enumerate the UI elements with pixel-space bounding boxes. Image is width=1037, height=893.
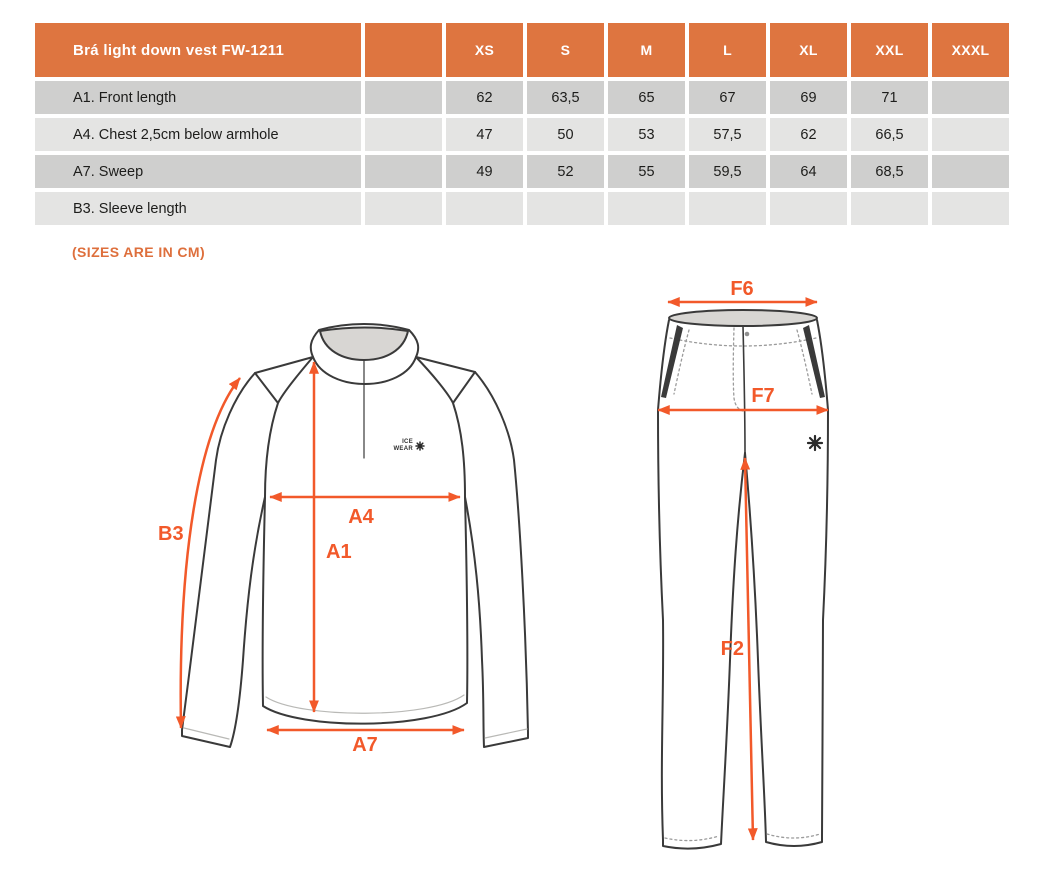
value-cell: 55 (608, 155, 685, 188)
value-cell (446, 192, 523, 225)
logo-flower-icon (416, 442, 424, 450)
right-sleeve (465, 372, 528, 747)
size-col-header-xs: XS (446, 23, 523, 77)
left-leg (658, 320, 745, 849)
logo-text-line2: WEAR (393, 446, 413, 452)
table-row-chest (35, 118, 1009, 151)
body (263, 497, 468, 724)
value-cell (770, 192, 847, 225)
value-cell: 57,5 (689, 118, 766, 151)
f6-label: F6 (730, 280, 754, 300)
row-label: A1. Front length (35, 81, 361, 114)
table-row-sleeve-length (35, 192, 1009, 225)
row-label: A4. Chest 2,5cm below armhole (35, 118, 361, 151)
waist-button (745, 332, 750, 337)
size-col-header-l: L (689, 23, 766, 77)
center-front-seam (743, 326, 745, 453)
value-cell (932, 192, 1009, 225)
value-cell: 49 (446, 155, 523, 188)
size-col-header-xxxl: XXXL (932, 23, 1009, 77)
value-cell: 67 (689, 81, 766, 114)
row-label: A7. Sweep (35, 155, 361, 188)
size-table (31, 19, 1013, 229)
f2-arrow (745, 458, 753, 840)
table-row-sweep (35, 155, 1009, 188)
pants-drawing (658, 310, 828, 849)
value-cell: 62 (446, 81, 523, 114)
size-col-header-xxl: XXL (851, 23, 928, 77)
value-cell (932, 118, 1009, 151)
value-cell (689, 192, 766, 225)
a4-label: A4 (348, 506, 374, 528)
row-blank-cell (365, 81, 442, 114)
size-col-header-xl: XL (770, 23, 847, 77)
b3-label: B3 (158, 523, 184, 545)
value-cell (608, 192, 685, 225)
value-cell (851, 192, 928, 225)
value-cell: 68,5 (851, 155, 928, 188)
pants-measurement-diagram (630, 280, 910, 880)
row-blank-cell (365, 192, 442, 225)
value-cell: 53 (608, 118, 685, 151)
value-cell: 62 (770, 118, 847, 151)
row-label: B3. Sleeve length (35, 192, 361, 225)
right-hem-stitch (767, 834, 820, 838)
size-col-header-m: M (608, 23, 685, 77)
logo-text-line1: ICE (402, 439, 413, 445)
right-raglan-seams (416, 357, 475, 497)
value-cell: 69 (770, 81, 847, 114)
f2-label: F2 (720, 638, 744, 660)
right-cuff-stitch (485, 729, 527, 738)
value-cell: 52 (527, 155, 604, 188)
sizes-in-cm-note: (SIZES ARE IN CM) (72, 244, 206, 260)
waistband-top (669, 310, 817, 326)
a7-label: A7 (352, 734, 378, 756)
left-raglan-seams (255, 357, 313, 497)
hem-stitch (266, 695, 464, 713)
table-row-front-length (35, 81, 1009, 114)
a1-label: A1 (326, 541, 352, 563)
value-cell: 71 (851, 81, 928, 114)
f7-label: F7 (751, 385, 775, 407)
fly-stitch (733, 328, 743, 411)
row-blank-cell (365, 118, 442, 151)
left-pocket (661, 325, 683, 398)
row-blank-cell (365, 155, 442, 188)
left-sleeve (182, 373, 265, 747)
value-cell: 50 (527, 118, 604, 151)
right-pocket (803, 325, 825, 398)
product-title: Brá light down vest FW-1211 (35, 23, 361, 77)
pants-measurements (658, 280, 828, 840)
header-blank-cell (365, 23, 442, 77)
table-header-row (35, 23, 1009, 77)
value-cell: 59,5 (689, 155, 766, 188)
value-cell: 63,5 (527, 81, 604, 114)
value-cell: 47 (446, 118, 523, 151)
size-col-header-s: S (527, 23, 604, 77)
value-cell (932, 81, 1009, 114)
left-hem-stitch (665, 836, 719, 841)
value-cell (527, 192, 604, 225)
pants-flower-logo-icon (808, 436, 822, 450)
value-cell: 65 (608, 81, 685, 114)
value-cell (932, 155, 1009, 188)
icewear-logo (393, 439, 424, 452)
value-cell: 64 (770, 155, 847, 188)
vest-measurement-diagram (150, 300, 590, 870)
value-cell: 66,5 (851, 118, 928, 151)
